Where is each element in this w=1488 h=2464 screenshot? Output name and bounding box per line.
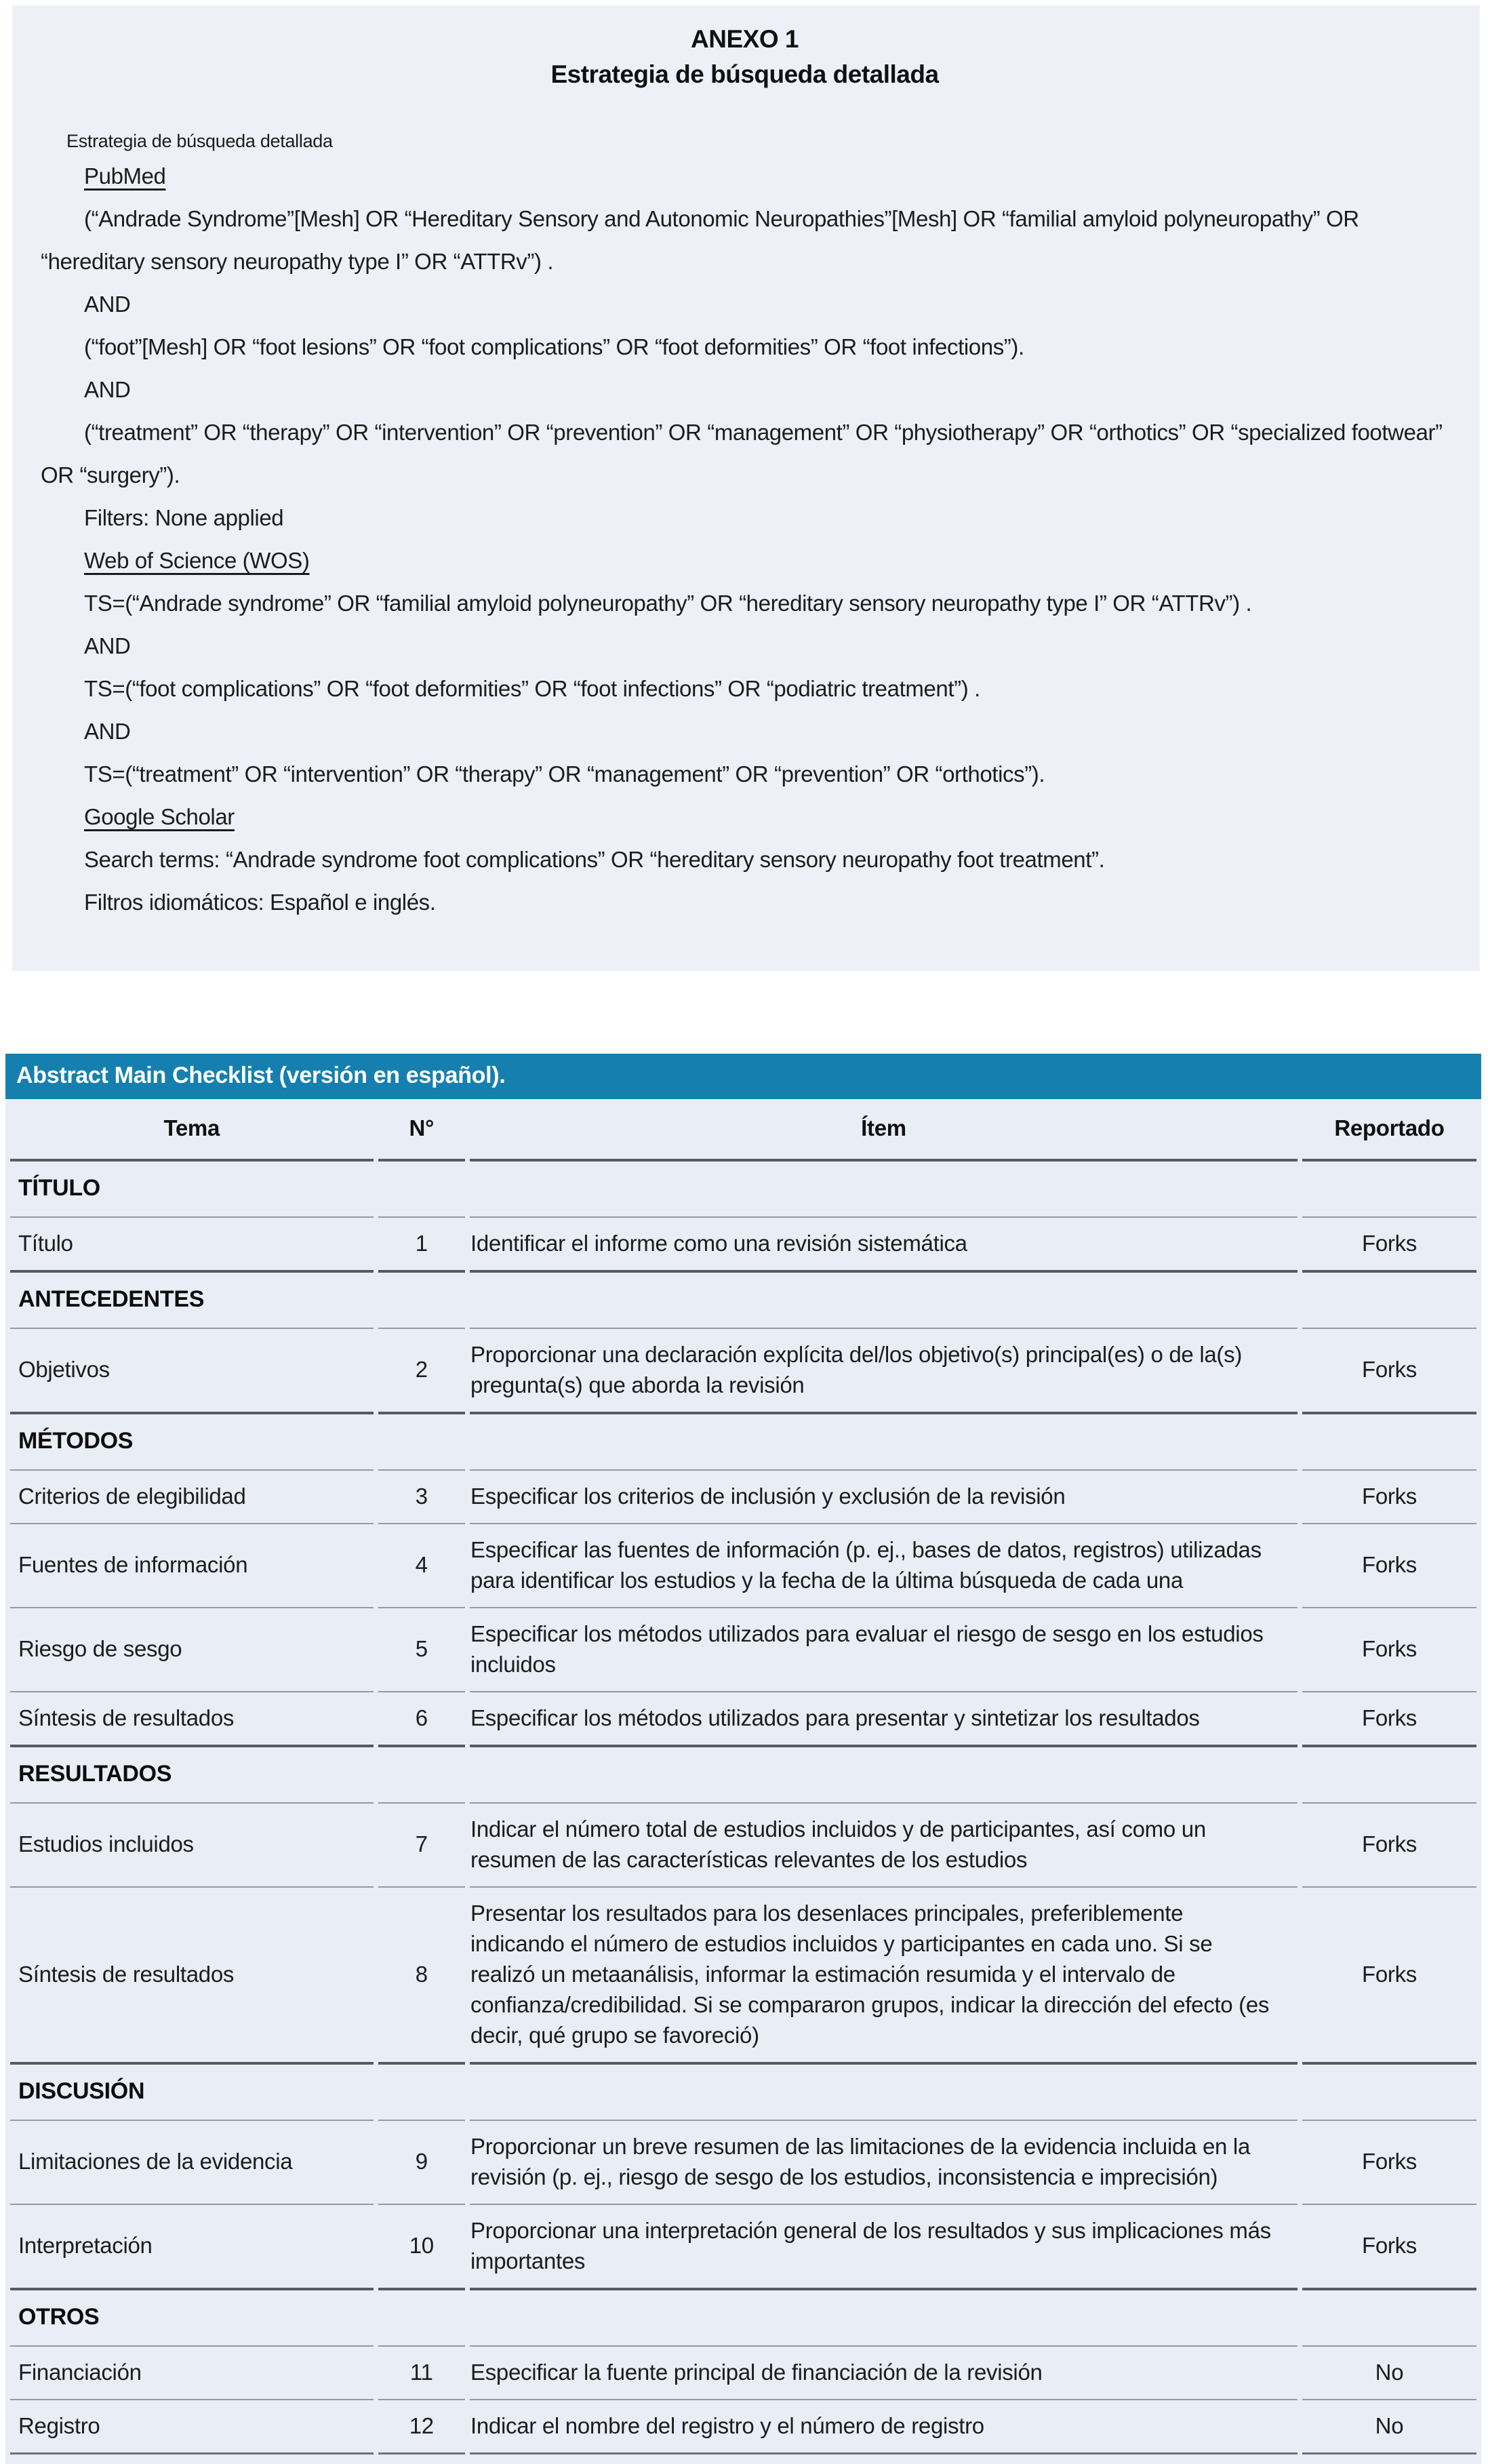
section-label: ANTECEDENTES [10,1270,374,1328]
section-gap [0,971,1488,1054]
tema-cell: Objetivos [10,1328,374,1412]
section-label: DISCUSIÓN [10,2062,374,2120]
column-header-num: N° [409,1115,434,1140]
section-filler-cell [378,1745,466,1802]
tema-cell: Estudios incluidos [10,1802,374,1886]
section-filler-cell [470,1159,1298,1216]
reportado-cell: No [1302,2399,1476,2455]
abstract-checklist-table [5,1054,1481,2455]
num-cell: 11 [378,2345,466,2399]
search-query-line: AND [84,292,131,317]
section-filler-cell [378,2062,466,2120]
tema-cell: Criterios de elegibilidad [10,1469,374,1523]
item-cell: Especificar los métodos utilizados para presentar y sintetizar los resultados [470,1691,1298,1745]
item-cell: Identificar el informe como una revisión sistemática [470,1216,1298,1270]
column-header-reportado: Reportado [1334,1115,1445,1140]
reportado-cell: Forks [1302,1607,1476,1691]
section-label: TÍTULO [10,1159,374,1216]
table-row [10,1691,1476,1745]
item-cell: Especificar la fuente principal de financiación de la revisión [470,2345,1298,2399]
section-label: MÉTODOS [10,1412,374,1469]
section-filler-cell [470,2288,1298,2345]
search-source-heading [41,155,1449,197]
section-filler-cell [378,1159,466,1216]
reportado-cell: Forks [1302,1469,1476,1523]
num-cell: 8 [378,1886,466,2062]
reportado-cell: Forks [1302,2204,1476,2288]
section-label: OTROS [10,2288,374,2345]
search-source-heading-text: Google Scholar [84,804,235,829]
search-query-line: AND [84,377,131,402]
table-row [10,2204,1476,2288]
num-cell: 7 [378,1802,466,1886]
item-cell: Especificar los métodos utilizados para evaluar el riesgo de sesgo en los estudios incluidos [470,1607,1298,1691]
section-filler-cell [1302,2062,1476,2120]
search-query-line: Filtros idiomáticos: Español e inglés. [84,890,436,915]
num-cell: 6 [378,1691,466,1745]
search-query-line: TS=(“treatment” OR “intervention” OR “therapy” OR “management” OR “prevention” OR “orthotics”). [84,761,1045,787]
annex-subtitle: Estrategia de búsqueda detallada [550,60,939,88]
item-cell: Indicar el número total de estudios incluidos y de participantes, así como un resumen de las características relevantes de los estudios [470,1802,1298,1886]
table-row [10,1886,1476,2062]
section-filler-cell [1302,1270,1476,1328]
table-row [10,2120,1476,2204]
search-query-line: TS=(“Andrade syndrome” OR “familial amyloid polyneuropathy” OR “hereditary sensory neuropathy type I” OR “ATTRv”) . [84,591,1252,616]
section-row [10,1159,1476,1216]
tema-cell: Riesgo de sesgo [10,1607,374,1691]
search-query-line: Search terms: “Andrade syndrome foot complications” OR “hereditary sensory neuropathy foot treatment”. [84,847,1105,872]
item-cell: Presentar los resultados para los desenlaces principales, preferiblemente indicando el número de estudios incluidos y participantes en cada uno. Si se realizó un metaanálisis, informar la estimación resumida y el intervalo de confianza/credibilidad. Si se compararon grupos, indicar la dirección del efecto (es decir, qué grupo se favoreció) [470,1886,1298,2062]
section-filler-cell [378,2288,466,2345]
item-cell: Indicar el nombre del registro y el número de registro [470,2399,1298,2455]
tema-cell: Registro [10,2399,374,2455]
item-cell: Proporcionar una declaración explícita del/los objetivo(s) principal(es) o de la(s) pregunta(s) que aborda la revisión [470,1328,1298,1412]
search-source-heading-text: Web of Science (WOS) [84,548,310,573]
search-query-line: TS=(“foot complications” OR “foot deformities” OR “foot infections” OR “podiatric treatment”) . [84,676,980,701]
section-row [10,2288,1476,2345]
table-row [10,2345,1476,2399]
num-cell: 9 [378,2120,466,2204]
num-cell: 1 [378,1216,466,1270]
reportado-cell: Forks [1302,1523,1476,1607]
num-cell: 3 [378,1469,466,1523]
checklist-title-band: Abstract Main Checklist (versión en español). [5,1054,1481,1099]
search-source-heading [41,539,1449,582]
section-row [10,1412,1476,1469]
table-bottom-pad [5,2455,1481,2464]
annex-title: ANEXO 1 [691,25,799,53]
tema-cell: Síntesis de resultados [10,1886,374,2062]
search-query-line: (“foot”[Mesh] OR “foot lesions” OR “foot complications” OR “foot deformities” OR “foot infections”). [84,334,1024,359]
checklist-grid [5,1099,1481,2455]
reportado-cell: Forks [1302,1691,1476,1745]
section-filler-cell [470,1745,1298,1802]
section-filler-cell [378,1412,466,1469]
num-cell: 5 [378,1607,466,1691]
tema-cell: Título [10,1216,374,1270]
section-filler-cell [1302,1745,1476,1802]
search-query-line: AND [84,719,131,744]
section-row [10,2062,1476,2120]
num-cell: 10 [378,2204,466,2288]
table-row [10,1523,1476,1607]
reportado-cell: Forks [1302,1328,1476,1412]
table-row [10,1328,1476,1412]
item-cell: Proporcionar un breve resumen de las limitaciones de la evidencia incluida en la revisión (p. ej., riesgo de sesgo de los estudios, inconsistencia e imprecisión) [470,2120,1298,2204]
table-row [10,1802,1476,1886]
search-strategy-lines [41,155,1449,923]
section-row [10,1270,1476,1328]
table-row [10,1216,1476,1270]
section-row [10,1745,1476,1802]
num-cell: 4 [378,1523,466,1607]
table-row [10,1607,1476,1691]
reportado-cell: Forks [1302,1216,1476,1270]
table-row [10,1469,1476,1523]
reportado-cell: Forks [1302,1886,1476,2062]
annex-intro-line: Estrategia de búsqueda detallada [66,131,333,151]
section-filler-cell [470,2062,1298,2120]
section-filler-cell [1302,2288,1476,2345]
tema-cell: Síntesis de resultados [10,1691,374,1745]
search-query-line: AND [84,633,131,658]
search-query-line: (“Andrade Syndrome”[Mesh] OR “Hereditary Sensory and Autonomic Neuropathies”[Mesh] OR “familial amyloid polyneuropathy” OR “hereditary sensory neuropathy type I” OR “ATTRv”) . [41,206,1359,274]
tema-cell: Interpretación [10,2204,374,2288]
section-filler-cell [470,1270,1298,1328]
tema-cell: Fuentes de información [10,1523,374,1607]
section-label: RESULTADOS [10,1745,374,1802]
item-cell: Proporcionar una interpretación general de los resultados y sus implicaciones más importantes [470,2204,1298,2288]
section-filler-cell [1302,1412,1476,1469]
section-filler-cell [470,1412,1298,1469]
column-header-tema: Tema [163,1115,220,1140]
search-source-heading-text: PubMed [84,163,166,188]
search-source-heading [41,795,1449,838]
table-row [10,2399,1476,2455]
item-cell: Especificar las fuentes de información (p. ej., bases de datos, registros) utilizadas para identificar los estudios y la fecha de la última búsqueda de cada una [470,1523,1298,1607]
column-header-item: Ítem [861,1115,906,1140]
section-filler-cell [378,1270,466,1328]
column-header-row [10,1099,1476,1159]
num-cell: 2 [378,1328,466,1412]
tema-cell: Financiación [10,2345,374,2399]
reportado-cell: No [1302,2345,1476,2399]
search-query-line: (“treatment” OR “therapy” OR “intervention” OR “prevention” OR “management” OR “physiotherapy” OR “orthotics” OR “specialized footwear” OR “surgery”). [41,420,1443,488]
num-cell: 12 [378,2399,466,2455]
section-filler-cell [1302,1159,1476,1216]
search-query-line: Filters: None applied [84,505,284,530]
reportado-cell: Forks [1302,2120,1476,2204]
annex-search-strategy-panel [12,5,1480,971]
tema-cell: Limitaciones de la evidencia [10,2120,374,2204]
reportado-cell: Forks [1302,1802,1476,1886]
item-cell: Especificar los criterios de inclusión y exclusión de la revisión [470,1469,1298,1523]
